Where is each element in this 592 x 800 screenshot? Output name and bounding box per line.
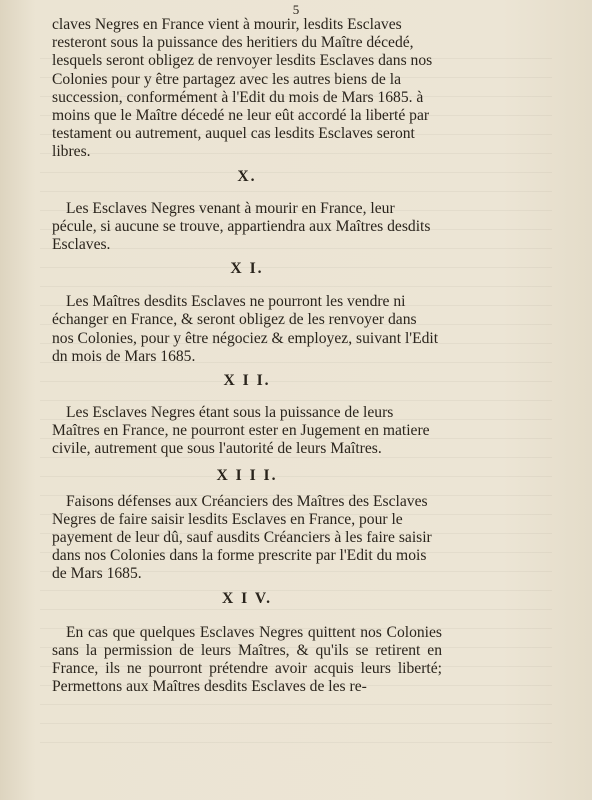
article-heading-x: X. [237,167,257,185]
article-heading-xiii: X I I I. [216,466,278,484]
article-text-xi: Les Maîtres desdits Esclaves ne pourront les vendre ni échanger en France, & seront obligez de les renvoyer dans nos Colonies, pour y être négociez & employez, suivant l'Edit dn mois de Mars 1685. [52,293,439,365]
page-number: 5 [292,2,300,17]
article-heading-xii: X I I. [223,372,271,390]
article-heading-xiv: X I V. [222,589,272,607]
body-text [52,16,442,696]
article-text-xii: Les Esclaves Negres étant sous la puissance de leurs Maîtres en France, ne pourront ester en Jugement en matiere civile, autrement que sous l'autorité de leurs Maîtres. [52,404,430,458]
article-text-x: Les Esclaves Negres venant à mourir en France, leur pécule, si aucune se trouve, appartiendra aux Maîtres desdits Esclaves. [52,199,431,254]
article-text-xiii: Faisons défenses aux Créanciers des Maîtres des Esclaves Negres de faire saisir lesdits Esclaves en France, pour le payement de leur dû, sauf ausdits Créanciers à les faire saisir dans nos Colonies dans la forme prescrite par l'Edit du mois de Mars 1685. [52,492,432,583]
article-heading-xi: X I. [230,260,264,278]
article-text-xiv: En cas que quelques Esclaves Negres quittent nos Colonies sans la permission de leurs Maîtres, & qu'ils se retirent en France, ils ne pourront prétendre avoir acquis leurs liberté; Permettons aux Maîtres desdits Esclaves de les re- [52,623,442,696]
continued-paragraph: claves Negres en France vient à mourir, lesdits Esclaves resteront sous la puissance des heritiers du Maître décedé, lesquels seront obligez de renvoyer lesdits Esclaves dans nos Colonies pour y être partagez avec les autres biens de la succession, conformément à l'Edit du mois de Mars 1685. à moins que le Maître décedé ne leur eût accordé la liberté par testament ou autrement, auquel cas lesdits Esclaves seront libres. [52,16,433,161]
